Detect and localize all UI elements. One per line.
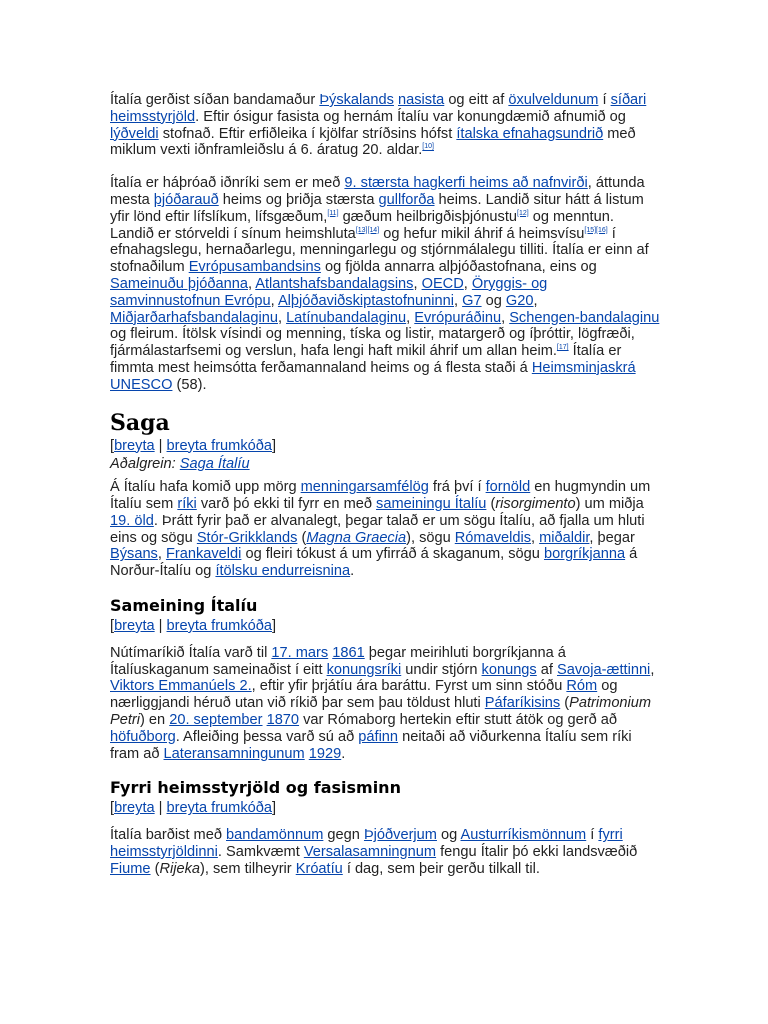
- separator: |: [154, 617, 167, 634]
- text: í: [586, 827, 599, 844]
- text: og nærliggjandi héruð utan við ríkið þar sem þau töldust hluti: [110, 678, 618, 712]
- text: og fleiri tókust á um yfirráð á skaganum, sögu: [241, 546, 544, 563]
- link-hofudborg[interactable]: höfuðborg: [110, 728, 176, 745]
- link-gullforda[interactable]: gullforða: [378, 191, 435, 208]
- link-kroatiu[interactable]: Króatíu: [295, 860, 343, 877]
- reference-12[interactable]: [12]: [517, 209, 529, 217]
- reference-10[interactable]: [10]: [422, 143, 434, 151]
- link-lateransamningunum[interactable]: Lateransamningunum: [163, 745, 305, 762]
- section-heading-saga: Saga: [110, 409, 170, 436]
- link-midaldir[interactable]: miðaldir: [539, 529, 590, 546]
- text: Ítalía barðist með: [110, 827, 226, 844]
- text: með miklum vexti iðnframleiðslu á 6. áratug 20. aldar.: [110, 125, 636, 159]
- link-evropusambandsins[interactable]: Evrópusambandsins: [188, 259, 321, 276]
- text: og fjölda annarra alþjóðastofnana, eins og: [320, 259, 597, 276]
- text: og hefur mikil áhrif á heimsvísu: [379, 225, 585, 242]
- text: af: [536, 661, 558, 678]
- text: ,: [501, 309, 510, 326]
- text: og: [436, 827, 461, 844]
- text: (: [297, 529, 307, 546]
- link-1929[interactable]: 1929: [308, 745, 342, 762]
- text: neitaði að viðurkenna Ítalíu sem ríki fram að: [110, 728, 632, 762]
- paragraph-economy: [110, 175, 660, 393]
- edit-link[interactable]: breyta: [114, 617, 155, 634]
- text: ) en: [140, 711, 170, 728]
- text: . Þrátt fyrir það er alvanalegt, þegar talað er um sögu Ítalíu, að fjalla um hluti eins og sögu: [110, 512, 645, 546]
- link-17-mars[interactable]: 17. mars: [271, 644, 329, 661]
- hatnote-main-article: [110, 456, 660, 473]
- text: heims. Landið situr hátt á listum yfir lönd eftir lífslíkum, lífsgæðum,: [110, 191, 644, 225]
- link-riki[interactable]: ríki: [177, 495, 197, 512]
- text: , eftir yfir þrjátíu ára baráttu. Fyrst um sinn stóðu: [251, 678, 567, 695]
- link-sidari-heimsstyrjold[interactable]: síðari heimsstyrjöld: [110, 92, 647, 125]
- link-austurrikismonnum[interactable]: Austurríkismönnum: [460, 827, 587, 844]
- link-1870[interactable]: 1870: [266, 711, 300, 728]
- link-menningarsamfelog[interactable]: menningarsamfélög: [300, 479, 429, 496]
- text: þegar meirihluti borgríkjanna á Ítalíuskaganum sameinaðist í eitt: [110, 644, 566, 678]
- link-fiume[interactable]: Fiume: [110, 860, 151, 877]
- link-viktors-emmanuels[interactable]: Viktors Emmanúels 2.: [110, 678, 252, 695]
- bracket: ]: [271, 800, 277, 817]
- link-italska-efnahagsundrid[interactable]: ítalska efnahagsundrið: [456, 125, 604, 142]
- italic-risorgimento: risorgimento: [495, 495, 576, 512]
- link-rom[interactable]: Róm: [566, 678, 598, 695]
- link-fyrri-heimsstyrjoldinni[interactable]: fyrri heimsstyrjöldinni: [110, 827, 623, 860]
- link-thyskalands[interactable]: Þýskalands: [319, 92, 394, 108]
- edit-source-link[interactable]: breyta frumkóða: [166, 617, 272, 634]
- text: ,: [157, 546, 166, 563]
- text: .: [341, 745, 346, 762]
- text: gæðum heilbrigðisþjónustu: [338, 208, 517, 225]
- text: (: [560, 695, 570, 712]
- paragraph-saga: [110, 479, 660, 580]
- text: ,: [247, 275, 256, 292]
- link-19-old[interactable]: 19. öld: [110, 512, 154, 529]
- section-heading-sameining: Sameining Ítalíu: [110, 595, 258, 615]
- text: ,: [533, 292, 538, 309]
- text: Ítalía er fimmta mest heimsótta ferðamannaland heims og á flesta staði á: [110, 343, 622, 376]
- text: en hugmyndin um Ítalíu sem: [110, 479, 651, 512]
- text: varð þó ekki til fyrr en með: [196, 495, 377, 512]
- bracket: ]: [271, 437, 277, 454]
- text: stofnað. Eftir erfiðleika í kjölfar stríðsins hófst: [158, 125, 457, 142]
- bracket: ]: [271, 617, 277, 634]
- link-evropuradinu[interactable]: Evrópuráðinu: [414, 309, 502, 326]
- reference-15-16[interactable]: [15][16]: [584, 226, 608, 234]
- text: Á Ítalíu hafa komið upp mörg: [110, 479, 301, 496]
- text: og menntun. Landið er stórveldi í sínum heimshluta: [110, 208, 614, 242]
- link-20-september[interactable]: 20. september: [169, 711, 263, 728]
- link-sameiningu-italiu[interactable]: sameiningu Ítalíu: [376, 495, 487, 512]
- link-saga-italiu[interactable]: Saga Ítalíu: [179, 456, 250, 473]
- article-content: [110, 92, 660, 893]
- link-nasista[interactable]: nasista: [398, 92, 445, 108]
- link-schengen-bandalaginu[interactable]: Schengen-bandalaginu: [509, 309, 660, 326]
- reference-13-14[interactable]: [13][14]: [355, 226, 380, 234]
- text: (58).: [172, 376, 207, 393]
- section-heading-fyrri-heimsstyrjold: Fyrri heimsstyrjöld og fasisminn: [110, 778, 401, 798]
- separator: |: [154, 800, 167, 817]
- edit-links-saga: [110, 438, 660, 455]
- text: ,: [413, 275, 422, 292]
- text: Ítalía gerðist síðan bandamaður: [110, 92, 320, 108]
- text: , þegar: [589, 529, 635, 546]
- edit-source-link[interactable]: breyta frumkóða: [166, 800, 272, 817]
- text: Nútímaríkið Ítalía varð til: [110, 644, 272, 661]
- link-heimsminjaskra-unesco[interactable]: Heimsminjaskrá UNESCO: [110, 359, 636, 393]
- text: í efnahagslegu, hernaðarlegu, menningarlegu og stjórnmálalegu tilliti. Ítalía er einn af stofnaðilum: [110, 225, 649, 276]
- bracket: [: [110, 617, 115, 634]
- link-fornold[interactable]: fornöld: [485, 479, 531, 496]
- link-g7[interactable]: G7: [462, 292, 482, 309]
- paragraph-fyrri-heimsstyrjold: [110, 827, 660, 877]
- hatnote-label: Aðalgrein:: [110, 456, 180, 473]
- text: á Norður-Ítalíu og: [110, 546, 638, 580]
- italic-patrimonium-petri: Patrimonium Petri: [110, 695, 652, 728]
- text: ), sem tilheyrir: [200, 860, 296, 877]
- text: ,: [270, 292, 278, 309]
- text: ,: [406, 309, 415, 326]
- bracket: [: [110, 437, 115, 454]
- edit-link[interactable]: breyta: [114, 800, 155, 817]
- link-midjardarhafsbandalaginu[interactable]: Miðjarðarhafsbandalaginu: [110, 309, 278, 326]
- link-latinubandalaginu[interactable]: Latínubandalaginu: [286, 309, 407, 326]
- link-romaveldis[interactable]: Rómaveldis: [454, 529, 532, 546]
- text: ) um miðja: [575, 495, 644, 512]
- edit-links-sameining: [110, 618, 660, 635]
- text: (: [150, 860, 160, 877]
- link-g20[interactable]: G20: [505, 292, 534, 309]
- text: og: [481, 292, 506, 309]
- link-thjodaraud[interactable]: þjóðarauð: [153, 191, 219, 208]
- text: ,: [454, 292, 463, 309]
- link-versalasamningnum[interactable]: Versalasamningnum: [303, 843, 437, 860]
- text: fengu Ítalir þó ekki landsvæðið: [436, 843, 638, 860]
- edit-link[interactable]: breyta: [114, 437, 155, 454]
- link-althjodavidskiptastofnuninni[interactable]: Alþjóðaviðskiptastofnuninni: [277, 292, 454, 309]
- link-konungs[interactable]: konungs: [481, 661, 537, 678]
- italic-rijeka: Rijeka: [159, 860, 201, 877]
- separator: |: [154, 437, 167, 454]
- bracket: [: [110, 800, 115, 817]
- link-pafarikisins[interactable]: Páfaríkisins: [484, 695, 561, 712]
- link-oecd[interactable]: OECD: [421, 275, 464, 292]
- link-savoja-aettinni[interactable]: Savoja-ættinni: [557, 661, 651, 678]
- link-magna-graecia[interactable]: Magna Graecia: [306, 529, 407, 546]
- link-itolsku-endurreisnina[interactable]: ítölsku endurreisnina: [215, 563, 351, 580]
- text: undir stjórn: [401, 661, 482, 678]
- link-konungsriki[interactable]: konungsríki: [326, 661, 402, 678]
- text: . Eftir ósigur fasista og hernám Ítalíu var konungdæmið afnumið og: [195, 108, 626, 125]
- text: heims og þriðja stærsta: [218, 191, 379, 208]
- link-thjodverjum[interactable]: Þjóðverjum: [363, 827, 437, 844]
- text: í dag, sem þeir gerðu tilkall til.: [342, 860, 540, 877]
- link-1861[interactable]: 1861: [332, 644, 365, 661]
- paragraph-intro-history: [110, 92, 660, 159]
- link-oxulveldunum[interactable]: öxulveldunum: [508, 92, 599, 108]
- link-pafinn[interactable]: páfinn: [358, 728, 399, 745]
- link-9-staersta-hagkerfi[interactable]: 9. stærsta hagkerfi heims að nafnvirði: [344, 175, 588, 192]
- text: gegn: [323, 827, 364, 844]
- text: var Rómaborg hertekin eftir stutt átök og gerð að: [299, 711, 618, 728]
- link-frankaveldi[interactable]: Frankaveldi: [165, 546, 242, 563]
- text: og fleirum. Ítölsk vísindi og menning, tíska og listir, matargerð og íþróttir, lögfræði, fjármálastarfsemi og verslun, hafa lengi haft mikil áhrif um allan heim.: [110, 326, 635, 360]
- link-bysans[interactable]: Býsans: [110, 546, 158, 563]
- text: ,: [650, 661, 655, 678]
- text: Ítalía er háþróað iðnríki sem er með: [110, 175, 345, 192]
- paragraph-sameining: [110, 645, 660, 763]
- link-oryggis-samvinnustofnun[interactable]: Öryggis- og samvinnustofnun Evrópu: [110, 275, 548, 309]
- link-borgrikjanna[interactable]: borgríkjanna: [543, 546, 626, 563]
- link-stor-grikklands[interactable]: Stór-Grikklands: [196, 529, 298, 546]
- text: ,: [463, 275, 472, 292]
- text: ,: [277, 309, 287, 326]
- reference-11[interactable]: [11]: [327, 209, 339, 217]
- link-bandamonnum[interactable]: bandamönnum: [226, 827, 324, 844]
- text: . Samkvæmt: [217, 843, 304, 860]
- text: (: [486, 495, 496, 512]
- link-atlantshafsbandalagsins[interactable]: Atlantshafsbandalagsins: [255, 275, 414, 292]
- link-lydveldi[interactable]: lýðveldi: [110, 125, 159, 142]
- reference-17[interactable]: [17]: [556, 344, 569, 352]
- text: . Afleiðing þessa varð sú að: [175, 728, 359, 745]
- text: og eitt af: [444, 92, 509, 108]
- edit-source-link[interactable]: breyta frumkóða: [166, 437, 272, 454]
- edit-links-fyrri-heimsstyrjold: [110, 800, 660, 817]
- text: ,: [531, 529, 540, 546]
- text: ), sögu: [406, 529, 455, 546]
- text: í: [598, 92, 611, 108]
- link-sameinudu-thjodanna[interactable]: Sameinuðu þjóðanna: [110, 275, 248, 292]
- text: .: [350, 563, 355, 580]
- text: , áttunda mesta: [110, 175, 645, 208]
- text: frá því í: [428, 479, 486, 496]
